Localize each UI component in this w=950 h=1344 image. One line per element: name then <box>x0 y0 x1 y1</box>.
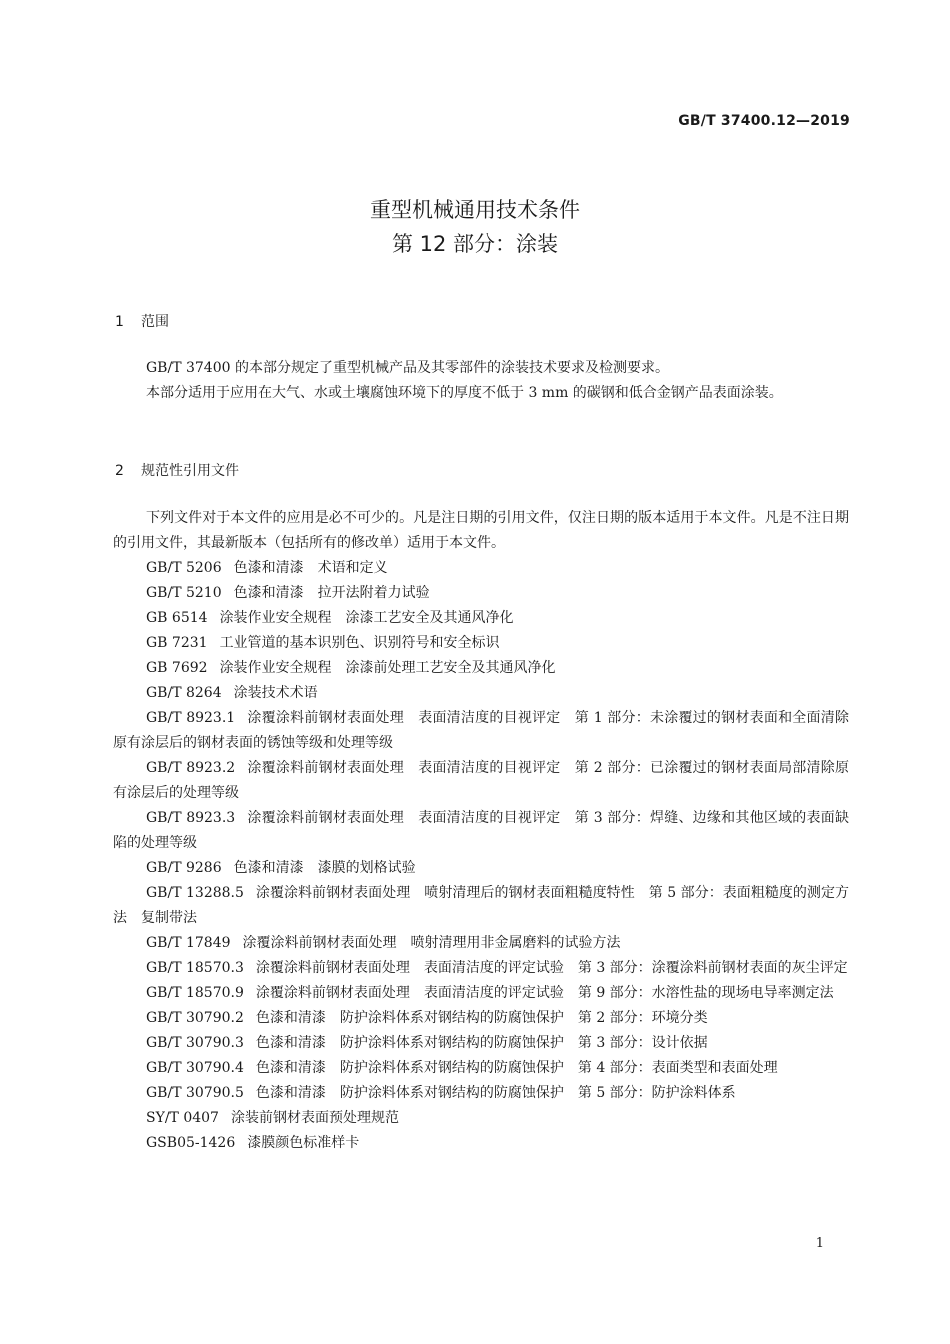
reference-title: 色漆和清漆 防护涂料体系对钢结构的防腐蚀保护 第 5 部分：防护涂料体系 <box>255 1085 736 1101</box>
reference-code: GB 7231 <box>146 635 208 651</box>
reference-title: 涂装技术术语 <box>233 685 318 701</box>
reference-code: GB/T 18570.3 <box>146 960 244 976</box>
reference-code: SY/T 0407 <box>146 1110 219 1126</box>
page-number: 1 <box>815 1236 824 1251</box>
reference-code: GB/T 5206 <box>146 560 222 576</box>
reference-title: 涂覆涂料前钢材表面处理 表面清洁度的目视评定 第 1 部分：未涂覆过的钢材表面和全面清除原有涂层后的钢材表面的锈蚀等级和处理等级 <box>113 710 849 751</box>
section-heading-normative-references <box>115 460 239 480</box>
reference-code: GB/T 30790.4 <box>146 1060 244 1076</box>
reference-title: 涂覆涂料前钢材表面处理 表面清洁度的目视评定 第 2 部分：已涂覆过的钢材表面局部清除原有涂层后的处理等级 <box>113 760 849 801</box>
section-number: 2 <box>115 463 124 479</box>
reference-item <box>113 1081 849 1106</box>
references-intro: 下列文件对于本文件的应用是必不可少的。凡是注日期的引用文件，仅注日期的版本适用于本文件。凡是不注日期的引用文件，其最新版本（包括所有的修改单）适用于本文件。 <box>113 510 849 551</box>
reference-item <box>113 706 849 756</box>
reference-item <box>113 806 849 856</box>
reference-title: 涂覆涂料前钢材表面处理 表面清洁度的评定试验 第 3 部分：涂覆涂料前钢材表面的灰尘评定 <box>255 960 848 976</box>
reference-item <box>113 931 849 956</box>
reference-item <box>113 556 849 581</box>
reference-item <box>113 1056 849 1081</box>
reference-code: GB/T 30790.5 <box>146 1085 244 1101</box>
reference-item <box>113 756 849 806</box>
reference-code: GB 7692 <box>146 660 208 676</box>
reference-item <box>113 1006 849 1031</box>
reference-item <box>113 656 849 681</box>
scope-paragraph-2: 本部分适用于应用在大气、水或土壤腐蚀环境下的厚度不低于 3 mm 的碳钢和低合金钢产品表面涂装。 <box>146 385 783 401</box>
reference-item <box>113 1106 849 1131</box>
reference-title: 色漆和清漆 漆膜的划格试验 <box>233 860 416 876</box>
reference-code: GB/T 18570.9 <box>146 985 244 1001</box>
reference-item <box>113 581 849 606</box>
reference-title: 色漆和清漆 防护涂料体系对钢结构的防腐蚀保护 第 4 部分：表面类型和表面处理 <box>255 1060 778 1076</box>
reference-code: GB/T 30790.3 <box>146 1035 244 1051</box>
reference-title: 涂覆涂料前钢材表面处理 喷射清理后的钢材表面粗糙度特性 第 5 部分：表面粗糙度的测定方法 复制带法 <box>113 885 849 926</box>
title-main: 重型机械通用技术条件 <box>370 198 580 222</box>
section-title: 规范性引用文件 <box>141 463 239 479</box>
reference-item <box>113 1131 849 1156</box>
reference-item <box>113 956 849 981</box>
reference-title: 色漆和清漆 防护涂料体系对钢结构的防腐蚀保护 第 2 部分：环境分类 <box>255 1010 708 1026</box>
reference-title: 涂装前钢材表面预处理规范 <box>230 1110 399 1126</box>
scope-paragraph-1: GB/T 37400 的本部分规定了重型机械产品及其零部件的涂装技术要求及检测要求。 <box>146 360 669 376</box>
document-title <box>0 193 950 261</box>
reference-item <box>113 631 849 656</box>
reference-title: 漆膜颜色标准样卡 <box>247 1135 360 1151</box>
reference-code: GB/T 5210 <box>146 585 222 601</box>
reference-item <box>113 856 849 881</box>
reference-code: GB/T 8923.3 <box>146 810 236 826</box>
reference-item <box>113 1031 849 1056</box>
standard-number: GB/T 37400.12—2019 <box>678 113 850 129</box>
reference-title: 工业管道的基本识别色、识别符号和安全标识 <box>219 635 500 651</box>
reference-code: GB/T 8264 <box>146 685 222 701</box>
reference-code: GB/T 13288.5 <box>146 885 244 901</box>
reference-title: 涂覆涂料前钢材表面处理 喷射清理用非金属磨料的试验方法 <box>242 935 621 951</box>
reference-title: 涂覆涂料前钢材表面处理 表面清洁度的目视评定 第 3 部分：焊缝、边缘和其他区域的表面缺陷的处理等级 <box>113 810 849 851</box>
reference-code: GB/T 9286 <box>146 860 222 876</box>
reference-code: GB 6514 <box>146 610 208 626</box>
reference-title: 涂装作业安全规程 涂漆前处理工艺安全及其通风净化 <box>219 660 556 676</box>
reference-title: 色漆和清漆 术语和定义 <box>233 560 388 576</box>
reference-code: GB/T 30790.2 <box>146 1010 244 1026</box>
reference-item <box>113 881 849 931</box>
reference-item <box>113 606 849 631</box>
section-number: 1 <box>115 314 124 330</box>
reference-item <box>113 681 849 706</box>
reference-title: 涂覆涂料前钢材表面处理 表面清洁度的评定试验 第 9 部分：水溶性盐的现场电导率测定法 <box>255 985 834 1001</box>
reference-item <box>113 981 849 1006</box>
section-title: 范围 <box>141 314 169 330</box>
reference-code: GB/T 8923.2 <box>146 760 236 776</box>
reference-title: 色漆和清漆 防护涂料体系对钢结构的防腐蚀保护 第 3 部分：设计依据 <box>255 1035 708 1051</box>
section-heading-scope <box>115 311 169 331</box>
reference-list <box>113 556 849 1156</box>
reference-code: GB/T 8923.1 <box>146 710 236 726</box>
reference-title: 色漆和清漆 拉开法附着力试验 <box>233 585 430 601</box>
reference-code: GB/T 17849 <box>146 935 231 951</box>
title-sub: 第 12 部分：涂装 <box>391 232 559 256</box>
reference-title: 涂装作业安全规程 涂漆工艺安全及其通风净化 <box>219 610 514 626</box>
reference-code: GSB05-1426 <box>146 1135 236 1151</box>
